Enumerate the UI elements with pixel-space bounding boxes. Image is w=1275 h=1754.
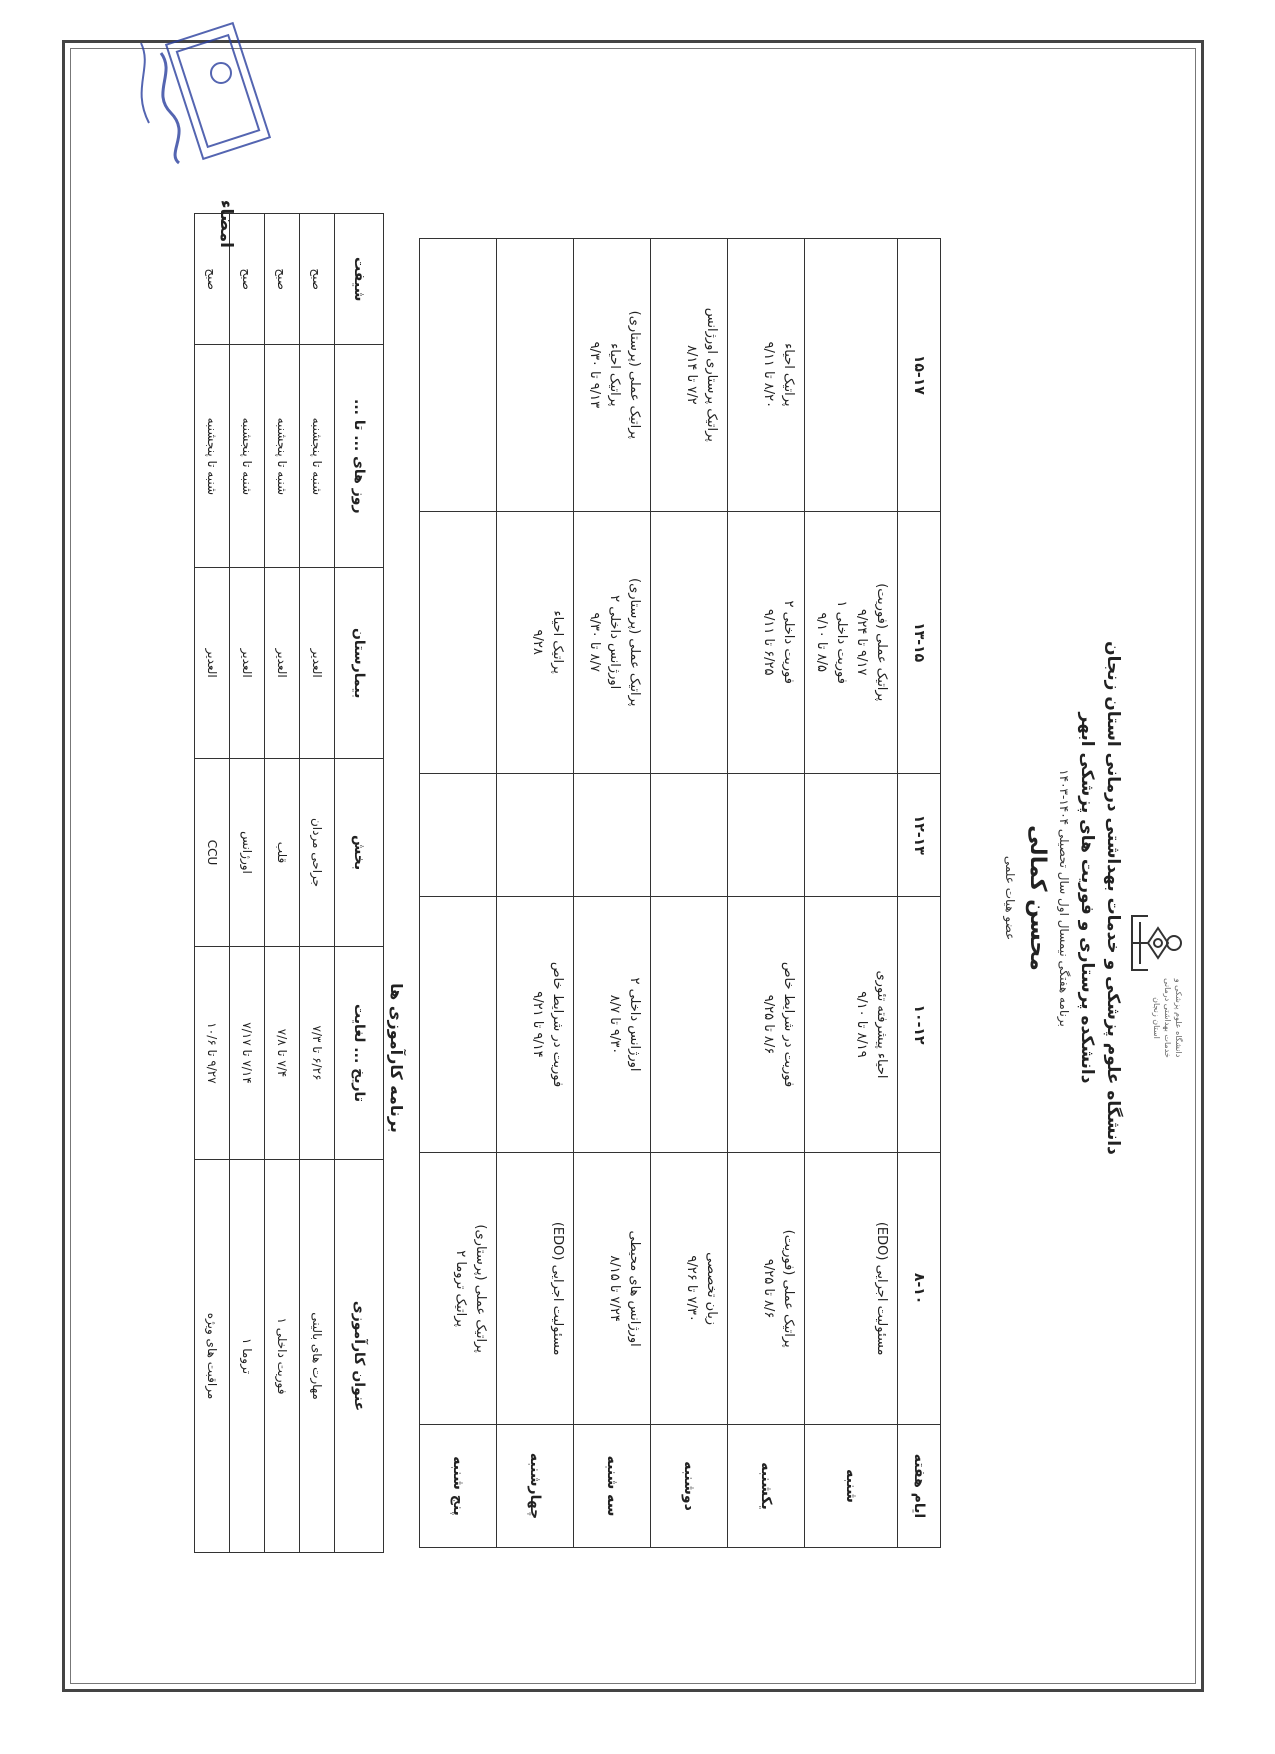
schedule-cell bbox=[420, 896, 497, 1153]
header-hospital: بیمارستان bbox=[335, 568, 384, 759]
schedule-cell-line: پراتیک تروما ۲ bbox=[453, 1250, 468, 1328]
training-cell: CCU bbox=[195, 759, 230, 947]
training-cell: شنبه تا پنجشنبه bbox=[300, 345, 335, 568]
schedule-cell-line: فوریت در شرایط خاص bbox=[550, 961, 565, 1088]
schedule-day: سه شنبه bbox=[574, 1425, 651, 1548]
schedule-cell bbox=[728, 1153, 805, 1425]
schedule-cell bbox=[805, 511, 898, 773]
schedule-cell bbox=[574, 773, 651, 896]
faculty-name: دانشکده پرستاری و فوریت های پزشکی ابهر bbox=[1077, 712, 1097, 1084]
schedule-cell bbox=[728, 896, 805, 1153]
schedule-header-row bbox=[898, 239, 941, 1548]
training-cell: تروما ۱ bbox=[230, 1160, 265, 1553]
schedule-cell bbox=[805, 896, 898, 1153]
schedule-cell-line: زبان تخصصی bbox=[704, 1252, 719, 1326]
training-cell: صبح bbox=[195, 214, 230, 345]
training-cell: شنبه تا پنجشنبه bbox=[265, 345, 300, 568]
schedule-cell bbox=[651, 1153, 728, 1425]
header-shift: شیفت bbox=[335, 214, 384, 345]
training-cell: ۷/۴ تا ۷/۸ bbox=[265, 947, 300, 1160]
schedule-row bbox=[728, 239, 805, 1548]
university-logo-icon bbox=[1126, 908, 1188, 978]
header-slot-10-12: ۱۰-۱۲ bbox=[898, 896, 941, 1153]
schedule-cell-line: پراتیک عملی (پرستاری) bbox=[473, 1224, 488, 1353]
schedule-cell-line: پراتیک عملی (پرستاری) bbox=[627, 310, 642, 440]
logo-caption: دانشگاه علوم پزشکی و خدمات بهداشتی درمانی استان زنجان bbox=[1152, 978, 1183, 1058]
schedule-cell bbox=[574, 511, 651, 773]
header-training-title: عنوان کارآموزی bbox=[335, 1160, 384, 1553]
schedule-cell-line: ۷/۲۴ تا ۸/۱۵ bbox=[607, 1255, 622, 1322]
schedule-cell-line: ۸/۷ تا ۹/۳۰ bbox=[587, 612, 602, 672]
training-row bbox=[230, 214, 265, 1553]
schedule-cell-line: پراتیک احیاء bbox=[781, 343, 796, 407]
schedule-cell bbox=[497, 773, 574, 896]
schedule-cell-line: ۹/۱۳ تا ۹/۳۰ bbox=[587, 341, 602, 409]
schedule-cell-line: ۹/۲۸ bbox=[530, 629, 545, 655]
training-cell: ۷/۱۴ تا ۷/۱۷ bbox=[230, 947, 265, 1160]
schedule-day: دوشنبه bbox=[651, 1425, 728, 1548]
header-slot-8-10: ۸-۱۰ bbox=[898, 1153, 941, 1425]
schedule-cell bbox=[420, 773, 497, 896]
schedule-row bbox=[651, 239, 728, 1548]
training-cell: صبح bbox=[230, 214, 265, 345]
schedule-day: پنج شنبه bbox=[420, 1425, 497, 1548]
training-cell: مراقبت های ویژه bbox=[195, 1160, 230, 1553]
training-cell: صبح bbox=[300, 214, 335, 345]
schedule-cell-line: ۸/۱۹ تا ۹/۱۰ bbox=[854, 991, 869, 1058]
training-cell: مهارت های بالینی bbox=[300, 1160, 335, 1553]
header-weekday: ایام هفته bbox=[898, 1425, 941, 1548]
schedule-cell bbox=[651, 239, 728, 512]
schedule-row bbox=[497, 239, 574, 1548]
trainings-header-row bbox=[335, 214, 384, 1553]
training-cell: شنبه تا پنجشنبه bbox=[195, 345, 230, 568]
header-days: روز های ... تا ... bbox=[335, 345, 384, 568]
schedule-cell bbox=[728, 511, 805, 773]
signature-label: امضاء bbox=[216, 199, 236, 248]
schedule-cell-line: اورژانس داخلی ۲ bbox=[607, 595, 622, 690]
schedule-cell bbox=[728, 239, 805, 512]
schedule-cell-line: ۷/۲ تا ۸/۱۴ bbox=[684, 345, 699, 405]
schedule-row bbox=[805, 239, 898, 1548]
schedule-cell-line: مسئولیت اجرایی (EDO) bbox=[874, 1221, 889, 1356]
schedule-cell bbox=[805, 239, 898, 512]
trainings-table bbox=[194, 213, 384, 1553]
schedule-cell-line: ۹/۳۰ تا ۸/۷ bbox=[607, 994, 622, 1055]
rotated-document bbox=[70, 48, 1196, 1684]
official-stamp-icon bbox=[121, 13, 271, 183]
training-cell: العدیر bbox=[300, 568, 335, 759]
schedule-cell-line: اورژانس داخلی ۲ bbox=[627, 977, 642, 1072]
university-name: دانشگاه علوم پزشکی و خدمات بهداشتی درمانی استان زنجان bbox=[1103, 641, 1123, 1155]
program-title: برنامه هفتگی نیمسال اول سال تحصیلی ۱۴۰۴-۱۴۰۳ bbox=[1057, 769, 1071, 1027]
weekly-schedule-table bbox=[419, 238, 941, 1548]
schedule-row bbox=[420, 239, 497, 1548]
schedule-cell-line: ۸/۲۰ تا ۹/۱۱ bbox=[761, 341, 776, 409]
training-cell: فوریت داخلی ۱ bbox=[265, 1160, 300, 1553]
schedule-cell bbox=[574, 896, 651, 1153]
schedule-cell-line: مسئولیت اجرایی (EDO) bbox=[550, 1221, 565, 1356]
schedule-cell-line: اورژانس های محیطی bbox=[627, 1230, 642, 1347]
schedule-day: یکشنبه bbox=[728, 1425, 805, 1548]
schedule-cell bbox=[728, 773, 805, 896]
header-slot-13-15: ۱۳-۱۵ bbox=[898, 511, 941, 773]
faculty-member-name: محسن کمالی bbox=[1025, 825, 1050, 971]
training-cell: شنبه تا پنجشنبه bbox=[230, 345, 265, 568]
schedule-cell-line: احیاء پیشرفته تئوری bbox=[874, 970, 889, 1079]
schedule-cell bbox=[805, 773, 898, 896]
schedule-cell bbox=[651, 896, 728, 1153]
schedule-day: چهارشنبه bbox=[497, 1425, 574, 1548]
schedule-cell bbox=[497, 1153, 574, 1425]
schedule-cell-line: ۷/۳۰ تا ۹/۲۶ bbox=[684, 1255, 699, 1322]
header-slot-12-13: ۱۲-۱۳ bbox=[898, 773, 941, 896]
training-row bbox=[265, 214, 300, 1553]
schedule-cell-line: پراتیک احیاء bbox=[607, 343, 622, 407]
schedule-cell-line: پراتیک پرستاری اورژانس bbox=[704, 307, 719, 442]
schedule-cell-line: ۸/۶ تا ۹/۲۵ bbox=[761, 994, 776, 1055]
faculty-role: عضو هیات علمی bbox=[1003, 855, 1017, 941]
schedule-row bbox=[574, 239, 651, 1548]
training-cell: جراحی مردان bbox=[300, 759, 335, 947]
trainings-title: برنامه کارآموزی ها bbox=[387, 983, 406, 1133]
schedule-cell-line: فوریت داخلی ۱ bbox=[834, 600, 849, 684]
training-cell: صبح bbox=[265, 214, 300, 345]
schedule-cell-line: پراتیک عملی (فوریت) bbox=[781, 1229, 796, 1348]
training-cell: ۹/۲۷ تا ۱۰/۶ bbox=[195, 947, 230, 1160]
schedule-cell-line: فوریت داخلی ۲ bbox=[781, 600, 796, 684]
training-cell: العدیر bbox=[230, 568, 265, 759]
schedule-cell-line: پراتیک عملی (فوریت) bbox=[874, 583, 889, 702]
schedule-cell-line: ۹/۱۴ تا ۹/۲۱ bbox=[530, 991, 545, 1058]
header-date-range: تاریخ ... لغایت bbox=[335, 947, 384, 1160]
schedule-cell bbox=[574, 239, 651, 512]
schedule-cell bbox=[420, 511, 497, 773]
schedule-cell bbox=[651, 511, 728, 773]
training-cell: العدیر bbox=[195, 568, 230, 759]
schedule-cell bbox=[497, 511, 574, 773]
schedule-cell-line: پراتیک عملی (پرستاری) bbox=[627, 578, 642, 707]
training-cell: ۶/۲۶ تا ۷/۳ bbox=[300, 947, 335, 1160]
schedule-cell-line: ۶/۲۵ تا ۹/۱۱ bbox=[761, 608, 776, 676]
schedule-cell bbox=[574, 1153, 651, 1425]
schedule-cell bbox=[497, 239, 574, 512]
header-slot-15-17: ۱۵-۱۷ bbox=[898, 239, 941, 512]
schedule-cell-line: فوریت در شرایط خاص bbox=[781, 961, 796, 1088]
document-header bbox=[1000, 448, 1126, 1348]
schedule-cell bbox=[420, 1153, 497, 1425]
header-ward: بخش bbox=[335, 759, 384, 947]
training-row bbox=[300, 214, 335, 1553]
schedule-cell bbox=[651, 773, 728, 896]
schedule-cell-line: پراتیک احیاء bbox=[550, 610, 565, 674]
schedule-cell bbox=[420, 239, 497, 512]
schedule-cell-line: ۸/۵ تا ۹/۱۰ bbox=[814, 612, 829, 672]
schedule-day: شنبه bbox=[805, 1425, 898, 1548]
training-row bbox=[195, 214, 230, 1553]
schedule-cell bbox=[497, 896, 574, 1153]
schedule-cell-line: ۸/۶ تا ۹/۲۵ bbox=[761, 1258, 776, 1319]
schedule-cell-line: ۹/۱۷ تا ۹/۲۴ bbox=[854, 608, 869, 676]
schedule-cell bbox=[805, 1153, 898, 1425]
training-cell: اورژانس bbox=[230, 759, 265, 947]
training-cell: العدیر bbox=[265, 568, 300, 759]
training-cell: قلب bbox=[265, 759, 300, 947]
